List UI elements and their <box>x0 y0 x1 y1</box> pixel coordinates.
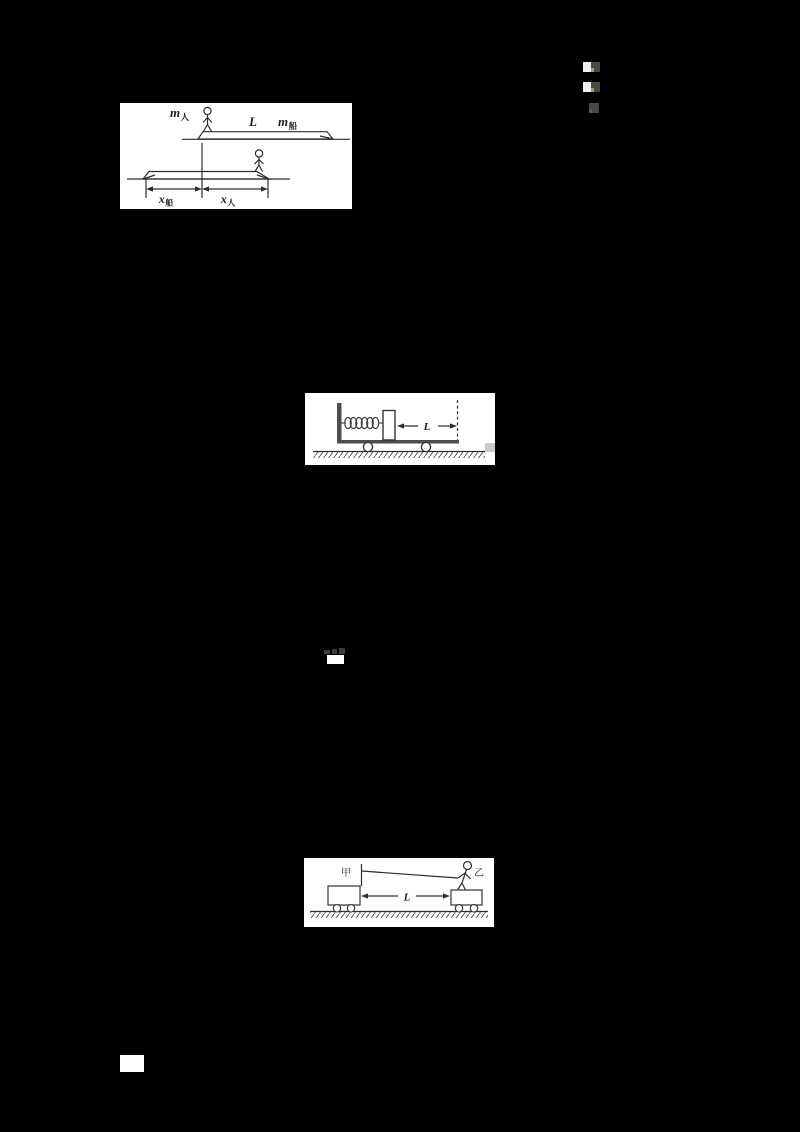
figure-two-carts <box>304 858 494 927</box>
person-icon-bottom <box>255 150 264 172</box>
fragment-mark-1 <box>324 650 330 654</box>
two-carts-svg <box>304 858 494 927</box>
figure-spring-cart <box>305 393 495 465</box>
mini-square-accent-3 <box>589 109 592 113</box>
label-mass-boat: $m_船$ <box>278 114 298 131</box>
dimension-arrow-x-boat <box>146 186 202 191</box>
left-cart-body <box>328 886 360 905</box>
fragment-mark-2 <box>332 649 337 654</box>
label-cart-jia: 甲 <box>341 868 351 879</box>
bottom-page-marker <box>120 1055 144 1072</box>
dimension-arrow-x-person <box>202 186 268 191</box>
mini-square-accent-1 <box>591 68 594 72</box>
gray-block-right <box>485 443 495 452</box>
mini-square-accent-2 <box>591 88 594 92</box>
mini-square-light-1 <box>583 62 591 72</box>
cart-wheels <box>363 442 430 451</box>
label-x-boat: $x_船$ <box>158 192 174 208</box>
dimension-arrow-left <box>397 423 418 428</box>
rope <box>362 871 459 878</box>
spring-icon <box>342 417 384 428</box>
boat-shape-bottom <box>143 172 269 180</box>
person-icon-top <box>203 107 212 131</box>
ground-hatching <box>313 452 485 458</box>
fragment-white-box <box>327 655 344 664</box>
right-cart-body <box>451 890 482 905</box>
figure-boat-displacement <box>120 103 352 209</box>
boat-shape-top <box>198 132 333 139</box>
label-x-person: $x_人$ <box>220 192 236 208</box>
label-mass-person: $m_人$ <box>170 105 190 122</box>
label-length: L <box>403 891 411 904</box>
block-shape <box>383 411 395 441</box>
spring-cart-svg <box>305 393 495 465</box>
person-icon <box>458 862 472 891</box>
label-person-yi: 乙 <box>474 868 484 879</box>
fragment-mark-3 <box>339 648 345 654</box>
boat-figure-svg <box>120 103 352 209</box>
label-length-top: L <box>249 114 257 129</box>
label-length: L <box>423 421 431 433</box>
left-cart-wheels <box>333 905 354 912</box>
mini-square-light-2 <box>583 82 591 92</box>
ground-hatching <box>310 912 488 918</box>
right-cart-wheels <box>455 905 477 912</box>
dimension-arrow-right <box>438 423 457 428</box>
